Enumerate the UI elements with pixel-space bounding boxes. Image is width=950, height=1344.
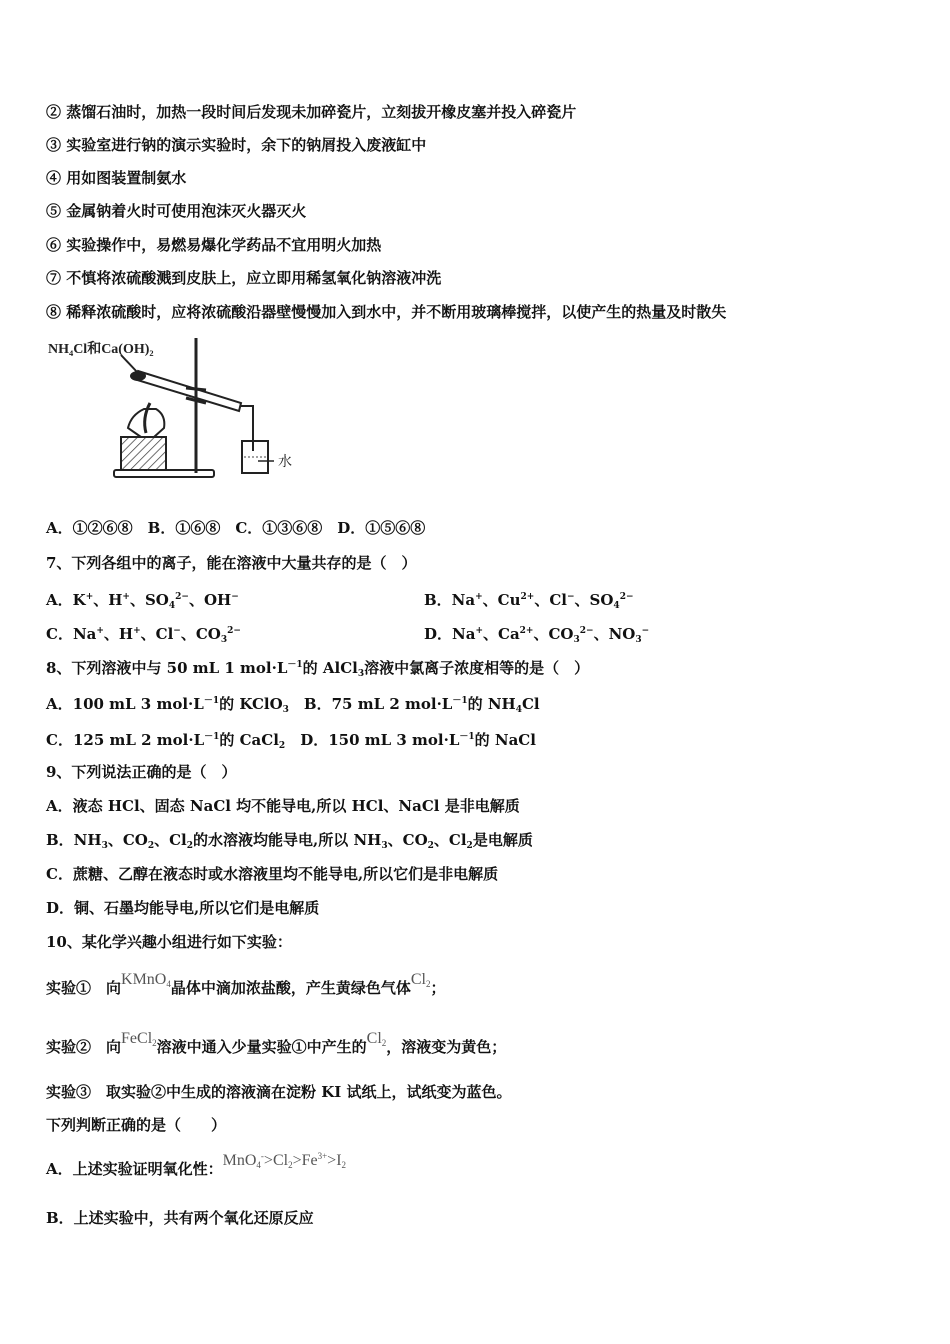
text-segment: 、CO — [533, 625, 574, 643]
text-segment: A．液态 HCl、固态 NaCl 均不能导电,所以 HCl、NaCl 是非电解质 — [46, 797, 520, 815]
text-segment: 3 — [381, 841, 388, 851]
text-segment: －1 — [204, 732, 220, 742]
text-segment: 的 NaCl — [474, 731, 536, 749]
text-segment: ③ 实验室进行钠的演示实验时，余下的钠屑投入废液缸中 — [46, 136, 427, 154]
text-segment: ② 蒸馏石油时，加热一段时间后发现未加碎瓷片，立刻拔开橡皮塞并投入碎瓷片 — [46, 103, 577, 121]
text-segment: B．75 mL 2 mol·L — [288, 695, 453, 713]
option-column — [424, 621, 649, 650]
text-segment: C．蔗糖、乙醇在液态时或水溶液里均不能导电,所以它们是非电解质 — [46, 865, 499, 883]
text-segment: 、CO — [180, 625, 221, 643]
text-segment: 3 — [220, 635, 228, 645]
formula-text: 4 — [256, 1160, 261, 1170]
text-segment: 、Cl — [433, 831, 467, 849]
text-segment: 2 — [147, 841, 155, 851]
document-line — [46, 1030, 507, 1062]
text-segment: + — [133, 626, 141, 636]
formula-text: >Fe — [292, 1152, 318, 1169]
text-segment: 2+ — [520, 592, 535, 602]
document-line — [46, 864, 498, 884]
formula-text: >I — [327, 1152, 342, 1169]
text-segment: 、Cl — [534, 591, 567, 609]
text-segment: + — [122, 592, 130, 602]
formula-text: Cl — [366, 1030, 382, 1047]
text-segment: 的 NH — [467, 695, 516, 713]
text-segment: 下列判断正确的是（ ） — [46, 1116, 227, 1134]
text-segment: ⑦ 不慎将浓硫酸溅到皮肤上，应立即用稀氢氧化钠溶液冲洗 — [46, 269, 442, 287]
ammonia-apparatus-figure — [46, 333, 306, 488]
text-segment: D．Na — [424, 625, 476, 643]
document-line — [46, 830, 533, 856]
text-segment: －1 — [287, 660, 303, 670]
document-line — [46, 268, 441, 288]
document-line — [46, 898, 319, 918]
text-segment: B．上述实验中，共有两个氧化还原反应 — [46, 1209, 314, 1227]
text-segment: 的 KClO — [219, 695, 283, 713]
text-segment: D．150 mL 3 mol·L — [285, 731, 460, 749]
text-segment: A．上述实验证明氧化性： — [46, 1160, 223, 1178]
document-line — [46, 518, 425, 538]
formula-text: 2 — [341, 1160, 347, 1170]
text-segment: 、Ca — [483, 625, 520, 643]
text-segment: − — [173, 626, 181, 636]
text-segment: 、H — [93, 591, 123, 609]
formula-text: 2 — [381, 1038, 387, 1048]
reagent-label: NH₄Cl和Ca(OH)₂ — [48, 342, 154, 357]
text-segment: 7、下列各组中的离子，能在溶液中大量共存的是（ ） — [46, 554, 417, 572]
text-segment: 4 — [515, 705, 522, 715]
formula-text: MnO — [222, 1152, 257, 1169]
text-segment: 、Cl — [140, 625, 174, 643]
text-segment: + — [475, 592, 483, 602]
text-segment: B．NH — [46, 831, 102, 849]
text-segment: A．K — [46, 591, 86, 609]
text-segment: 实验② 向 — [46, 1038, 122, 1056]
text-segment: B．Na — [424, 591, 476, 609]
text-segment: 3 — [635, 635, 642, 645]
text-segment: 溶液中氯离子浓度相等的是（ ） — [364, 659, 590, 677]
document-line — [46, 201, 306, 221]
text-segment: 3 — [357, 669, 365, 679]
text-segment: 溶液中通入少量实验①中产生的 — [156, 1038, 367, 1056]
text-segment: 、CO — [387, 831, 428, 849]
text-segment: －1 — [459, 732, 475, 742]
document-line — [46, 587, 634, 616]
water-label: 水 — [278, 454, 292, 470]
text-segment: 、H — [103, 625, 134, 643]
text-segment: A．①②⑥⑧ B．①⑥⑧ C．①③⑥⑧ D．①⑤⑥⑧ — [46, 519, 426, 537]
text-segment: 3 — [101, 841, 108, 851]
text-segment: C．125 mL 2 mol·L — [46, 731, 205, 749]
text-segment: 、SO — [129, 591, 169, 609]
text-segment: ⑧ 稀释浓硫酸时，应将浓硫酸沿器壁慢慢加入到水中，并不断用玻璃棒搅拌，以使产生的热量及时散失 — [46, 303, 727, 321]
formula-text: FeCl — [121, 1030, 153, 1047]
text-segment: Cl — [521, 695, 540, 713]
formula-text: KMnO — [121, 971, 167, 988]
text-segment: －1 — [203, 696, 220, 706]
document-line — [46, 971, 446, 1003]
document-line — [46, 168, 186, 188]
text-segment: ，溶液变为黄色； — [386, 1038, 507, 1056]
document-line — [46, 1082, 512, 1102]
text-segment: 2 — [186, 841, 194, 851]
formula-text: 4 — [166, 979, 171, 989]
text-segment: 3 — [573, 635, 580, 645]
text-segment: 2− — [579, 626, 594, 636]
text-segment: 实验③ 取实验②中生成的溶液滴在淀粉 KI 试纸上，试纸变为蓝色。 — [46, 1083, 512, 1101]
formula-text: 2 — [288, 1160, 293, 1170]
document-line — [46, 727, 536, 756]
text-segment: ④ 用如图装置制氨水 — [46, 169, 187, 187]
document-line — [46, 1151, 347, 1184]
text-segment: －1 — [452, 696, 468, 706]
document-line — [46, 1115, 226, 1135]
text-segment: 3 — [282, 705, 289, 715]
document-line — [46, 302, 726, 322]
text-segment: C．Na — [46, 625, 97, 643]
text-segment: 的水溶液均能导电,所以 NH — [193, 831, 382, 849]
text-segment: 2 — [427, 841, 434, 851]
text-segment: 、OH — [188, 591, 232, 609]
text-segment: 9、下列说法正确的是（ ） — [46, 763, 237, 781]
document-line — [46, 553, 416, 573]
text-segment: − — [231, 592, 239, 602]
document-line — [46, 621, 650, 650]
formula-text: Cl — [410, 971, 426, 988]
text-segment: 2− — [175, 592, 189, 602]
formula-text: - — [260, 1151, 264, 1161]
text-segment: 的 AlCl — [302, 659, 358, 677]
text-segment: 的 CaCl — [219, 731, 279, 749]
text-segment: 8、下列溶液中与 50 mL 1 mol·L — [46, 659, 288, 677]
text-segment: 、Cu — [482, 591, 521, 609]
text-segment: − — [641, 626, 650, 636]
text-segment: A．100 mL 3 mol·L — [46, 695, 204, 713]
text-segment: + — [475, 626, 483, 636]
text-segment: 、CO — [107, 831, 148, 849]
text-segment: 10、某化学兴趣小组进行如下实验： — [46, 933, 292, 951]
text-segment: 2+ — [519, 626, 534, 636]
text-segment: ； — [430, 979, 446, 997]
text-segment: 2 — [466, 841, 473, 851]
text-segment: 、Cl — [154, 831, 187, 849]
document-line — [46, 691, 540, 720]
document-line — [46, 1208, 314, 1228]
formula-text: 2 — [426, 979, 431, 989]
text-segment: 4 — [168, 601, 176, 611]
option-column — [424, 587, 634, 616]
document-line — [46, 102, 576, 122]
text-segment: 实验① 向 — [46, 979, 122, 997]
text-segment: + — [96, 626, 104, 636]
formula-text: 3+ — [317, 1151, 328, 1161]
text-segment: ⑤ 金属钠着火时可使用泡沫灭火器灭火 — [46, 202, 307, 220]
text-segment: 、SO — [574, 591, 614, 609]
text-segment: 2− — [227, 626, 241, 636]
text-segment: ⑥ 实验操作中，易燃易爆化学药品不宜用明火加热 — [46, 236, 382, 254]
text-segment: 是电解质 — [472, 831, 533, 849]
text-segment: D．铜、石墨均能导电,所以它们是电解质 — [46, 899, 320, 917]
text-segment: 4 — [613, 601, 620, 611]
text-segment: 2− — [619, 592, 634, 602]
document-line — [46, 932, 292, 952]
text-segment: + — [85, 592, 94, 602]
formula-text: 2 — [152, 1038, 157, 1048]
text-segment: − — [566, 592, 575, 602]
formula-text: >Cl — [263, 1152, 289, 1169]
document-line — [46, 235, 381, 255]
document-line — [46, 655, 589, 684]
text-segment: 、NO — [593, 625, 636, 643]
text-segment: 晶体中滴加浓盐酸，产生黄绿色气体 — [170, 979, 411, 997]
document-line — [46, 796, 520, 816]
text-segment: 2 — [278, 741, 286, 751]
document-line — [46, 135, 426, 155]
document-line — [46, 762, 236, 782]
